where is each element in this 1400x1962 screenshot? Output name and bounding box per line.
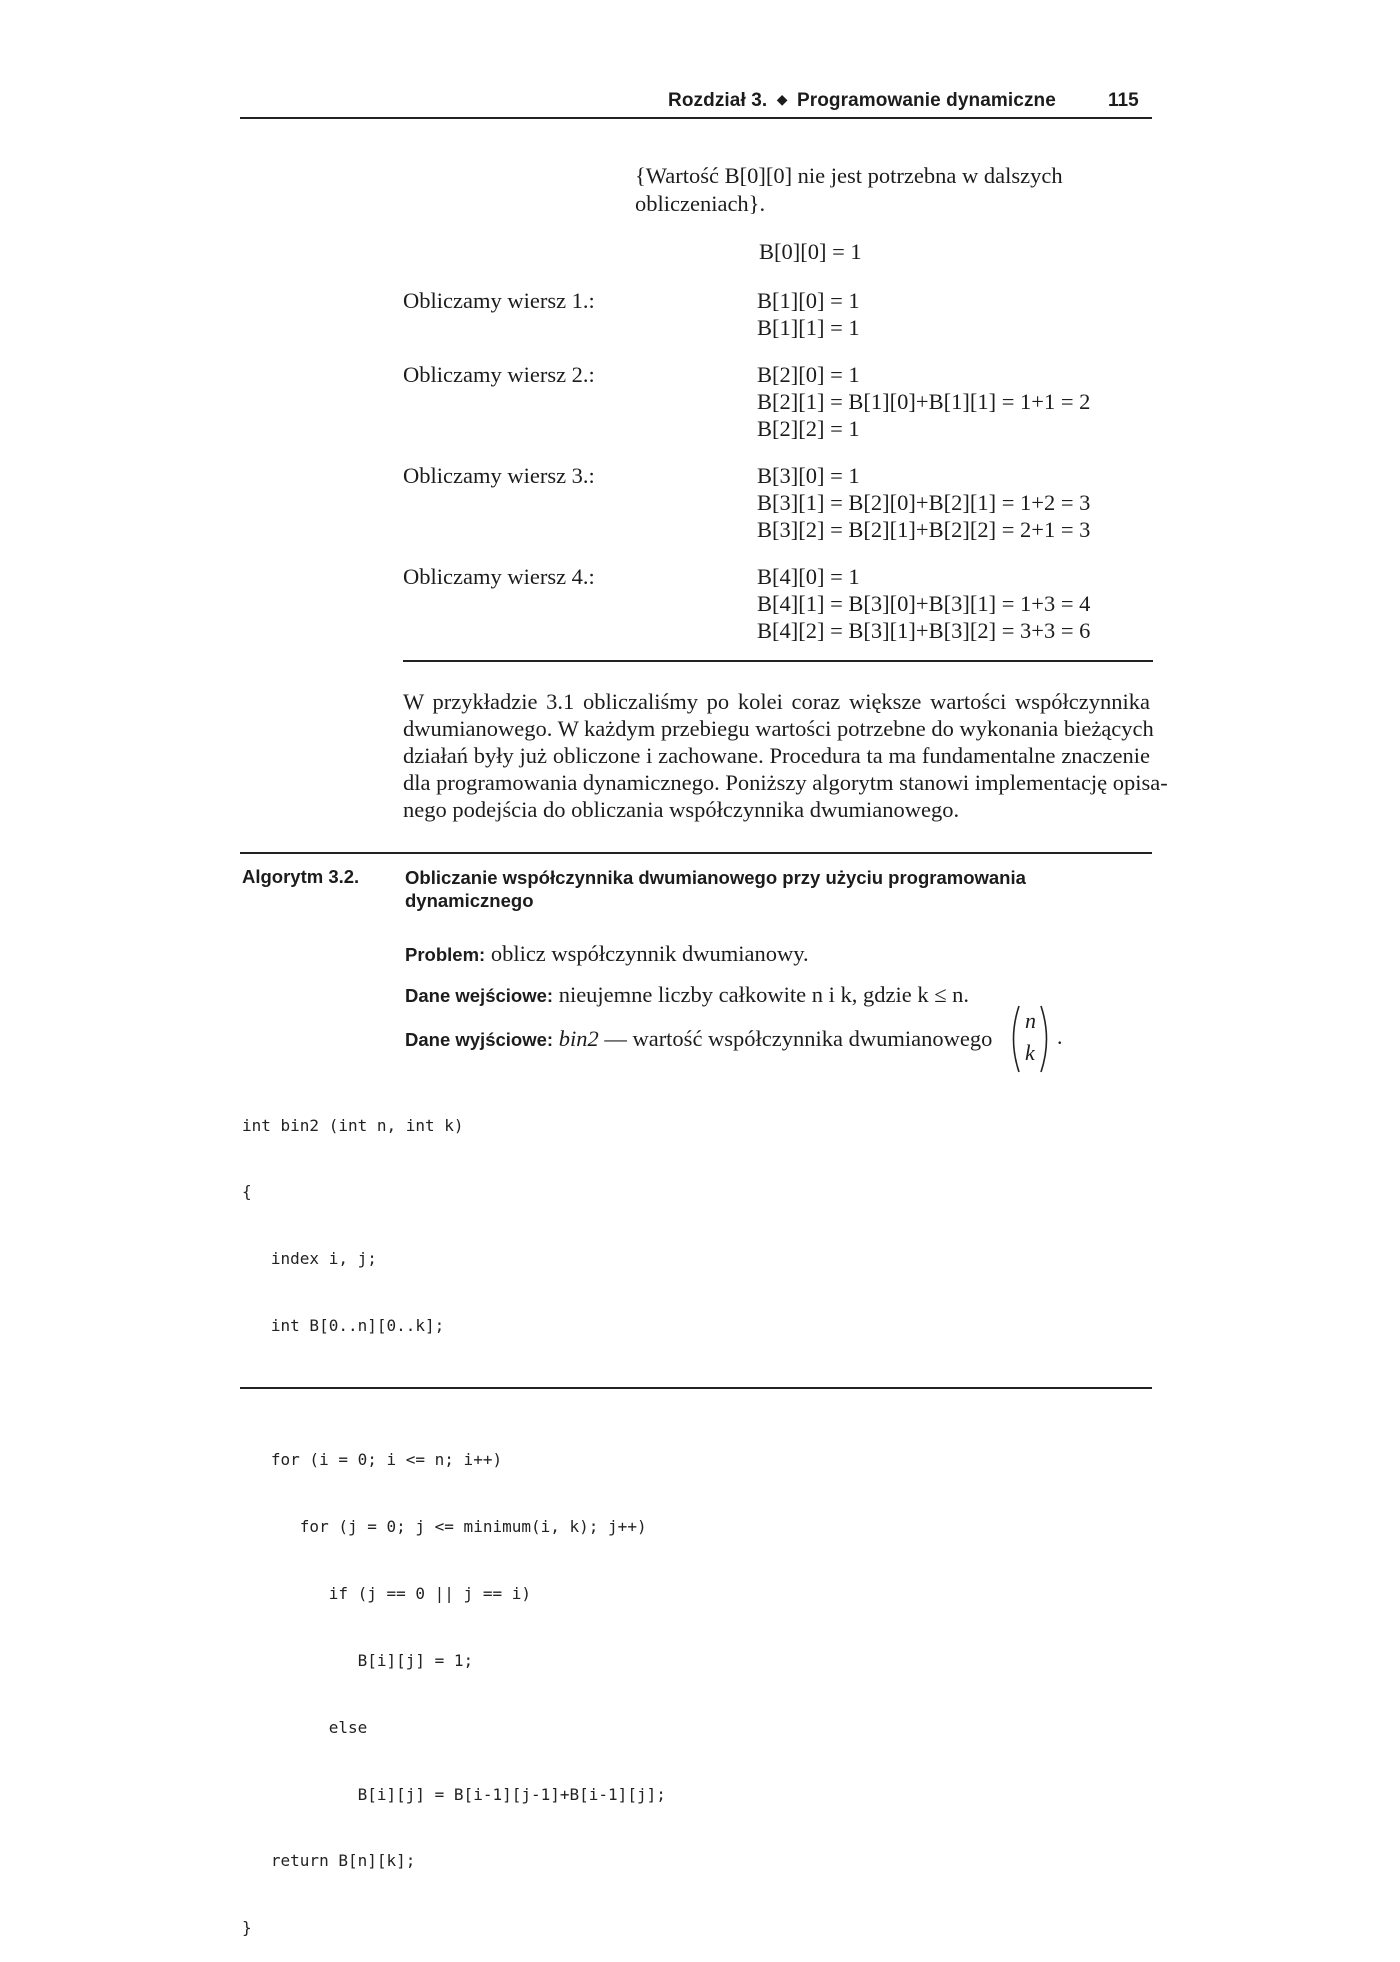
chapter-label: Rozdział 3.: [668, 90, 768, 111]
running-header: [668, 90, 1056, 112]
example-end-rule: [403, 660, 1153, 662]
row-label: Obliczamy wiersz 1.:: [403, 288, 595, 313]
code-line: B[i][j] = B[i-1][j-1]+B[i-1][j];: [242, 1784, 666, 1804]
equation-line: B[3][2] = B[2][1]+B[2][2] = 2+1 = 3: [757, 517, 1091, 542]
code-line: return B[n][k];: [242, 1851, 416, 1871]
code-line: index i, j;: [242, 1249, 377, 1269]
note: {Wartość B[0][0] nie jest potrzebna w dalszych obliczeniach}.: [635, 163, 1063, 216]
paragraph-line: dwumianowego. W każdym przebiegu wartości potrzebne do wykonania bieżących: [403, 716, 1154, 741]
algorithm-label: Algorytm 3.2.: [242, 866, 360, 887]
equation-line: B[3][0] = 1: [757, 463, 860, 488]
row-equations: [757, 361, 1090, 442]
equation-line: B[2][2] = 1: [757, 416, 860, 441]
right-paren-icon: [1039, 1004, 1053, 1074]
input-line: [405, 981, 969, 1010]
row-label: Obliczamy wiersz 4.:: [403, 564, 595, 589]
code-line: B[i][j] = 1;: [242, 1650, 474, 1670]
binom-period: .: [1057, 1024, 1063, 1049]
row-equations: [757, 462, 1090, 543]
output-label: Dane wyjściowe:: [405, 1029, 554, 1050]
code-listing: [242, 1070, 666, 1962]
output-text: — wartość współczynnika dwumianowego: [604, 1026, 993, 1051]
output-var: bin2: [558, 1026, 599, 1051]
row-equations: [757, 563, 1090, 644]
paragraph-line: działań były już obliczone i zachowane. Procedura ta ma fundamentalne znaczenie: [403, 743, 1150, 768]
problem-text: oblicz współczynnik dwumianowy.: [490, 941, 809, 966]
equation-line: B[4][2] = B[3][1]+B[3][2] = 3+3 = 6: [757, 618, 1091, 643]
algorithm-top-rule: [240, 852, 1152, 854]
output-line: [405, 1025, 992, 1054]
diamond-icon: ◆: [776, 91, 788, 107]
equation-line: B[4][1] = B[3][0]+B[3][1] = 1+3 = 4: [757, 591, 1091, 616]
code-line: [242, 1382, 666, 1404]
row-equations: [757, 287, 860, 341]
row-label: Obliczamy wiersz 3.:: [403, 463, 595, 488]
code-line: int B[0..n][0..k];: [242, 1316, 445, 1336]
binom-top: n: [1025, 1008, 1036, 1033]
chapter-title: Programowanie dynamiczne: [796, 90, 1056, 111]
equation-line: B[1][0] = 1: [757, 288, 860, 313]
binomial-coefficient: [1005, 1004, 1063, 1074]
equation-line: B[4][0] = 1: [757, 564, 860, 589]
equation-line: B[2][1] = B[1][0]+B[1][1] = 1+1 = 2: [757, 389, 1091, 414]
code-line: }: [242, 1918, 252, 1938]
left-paren-icon: [1007, 1004, 1021, 1074]
algorithm-title: Obliczanie współczynnika dwumianowego przy użyciu programowania dynamicznego: [405, 867, 1026, 911]
paragraph-line: dla programowania dynamicznego. Poniższy algorytm stanowi implementację opisa-: [403, 770, 1168, 795]
header-rule: [240, 117, 1152, 119]
equation-line: B[3][1] = B[2][0]+B[2][1] = 1+2 = 3: [757, 490, 1091, 515]
problem-line: [405, 940, 809, 969]
algorithm-bottom-rule: [240, 1387, 1152, 1389]
input-text: nieujemne liczby całkowite n i k, gdzie k ≤ n.: [558, 982, 970, 1007]
equation-line: B[2][0] = 1: [757, 362, 860, 387]
binom-bottom: k: [1025, 1040, 1035, 1065]
row-label: Obliczamy wiersz 2.:: [403, 362, 595, 387]
code-line: if (j == 0 || j == i): [242, 1583, 531, 1603]
code-line: for (j = 0; j <= minimum(i, k); j++): [242, 1516, 647, 1536]
code-line: int bin2 (int n, int k): [242, 1115, 464, 1135]
note-text: [635, 162, 1115, 218]
paragraph-line: nego podejścia do obliczania współczynnika dwumianowego.: [403, 797, 960, 822]
code-line: else: [242, 1717, 368, 1737]
equation-line: B[0][0] = 1: [759, 239, 862, 264]
problem-label: Problem:: [405, 944, 486, 965]
code-line: for (i = 0; i <= n; i++): [242, 1450, 503, 1470]
input-label: Dane wejściowe:: [405, 985, 554, 1006]
row0-equations: [759, 238, 862, 265]
body-paragraph: [403, 688, 1168, 823]
page-number: 115: [1108, 90, 1139, 111]
code-line: {: [242, 1182, 252, 1202]
paragraph-line: W przykładzie 3.1 obliczaliśmy po kolei coraz większe wartości współczynnika: [403, 689, 1150, 714]
equation-line: B[1][1] = 1: [757, 315, 860, 340]
